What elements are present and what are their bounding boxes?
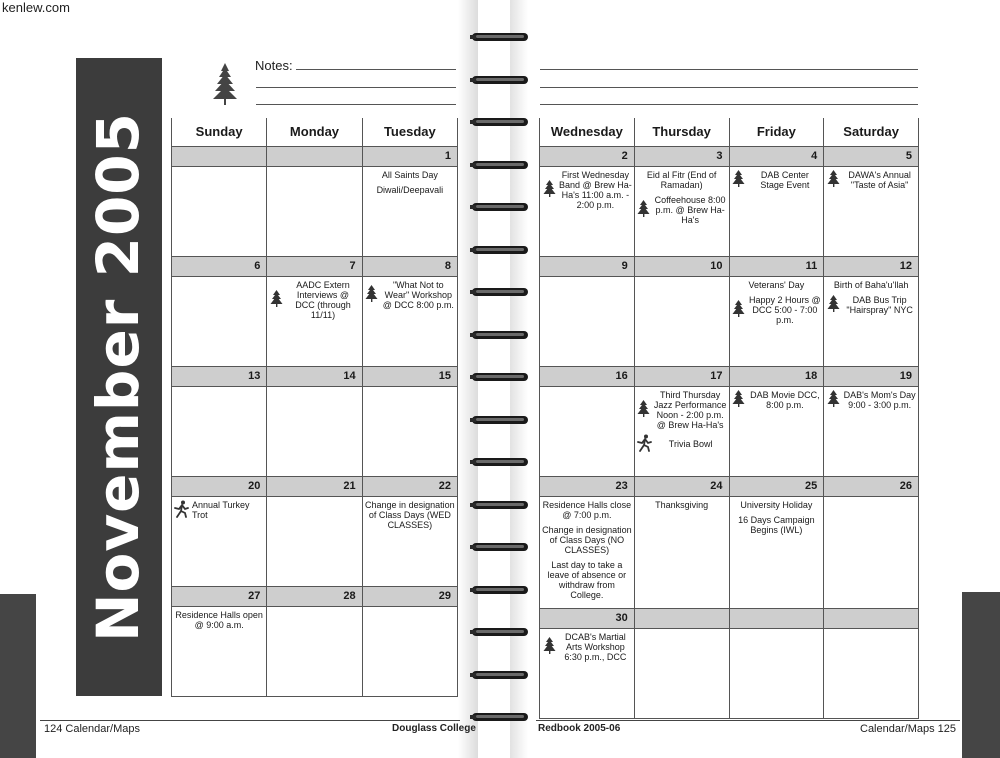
week-number-row — [172, 476, 458, 496]
binding-ring — [470, 328, 530, 342]
week-events-row — [172, 606, 458, 696]
event-text: 16 Days Campaign Begins (IWL) — [738, 514, 815, 535]
event-text: "What Not to Wear" Workshop @ DCC 8:00 p.m. — [382, 279, 454, 310]
day-cell — [540, 276, 635, 366]
binding-ring — [470, 710, 530, 724]
date-number: 27 — [172, 586, 267, 606]
date-number: 4 — [729, 146, 824, 166]
day-cell — [172, 166, 267, 256]
day-cell — [634, 496, 729, 608]
date-number: 3 — [634, 146, 729, 166]
event-text: DAB Movie DCC, 8:00 p.m. — [750, 389, 820, 410]
event-text: Veterans' Day — [748, 279, 805, 290]
binding-ring — [470, 370, 530, 384]
week-number-row — [540, 256, 919, 276]
notes-line — [540, 104, 918, 105]
week-events-row — [540, 166, 919, 256]
event-text: Change in designation of Class Days (NO CLASSES) — [542, 524, 632, 555]
day-cell — [362, 276, 457, 366]
day-cell — [540, 166, 635, 256]
pine-tree-icon — [365, 285, 379, 304]
event-text: All Saints Day — [381, 169, 438, 180]
event-text: DAB Center Stage Event — [760, 169, 810, 190]
binding-ring — [470, 200, 530, 214]
day-cell — [540, 496, 635, 608]
event-text: Eid al Fitr (End of Ramadan) — [646, 169, 717, 190]
binding-ring — [470, 158, 530, 172]
event — [365, 280, 455, 310]
day-cell — [267, 386, 362, 476]
footer-rule-right — [536, 720, 960, 721]
day-cell — [540, 386, 635, 476]
day-cell — [634, 166, 729, 256]
day-header: Thursday — [634, 118, 729, 146]
date-number: 20 — [172, 476, 267, 496]
edge-tab-right — [962, 592, 1000, 758]
pine-tree-icon — [210, 62, 240, 106]
day-cell — [824, 166, 919, 256]
day-cell — [172, 386, 267, 476]
event — [637, 195, 727, 225]
event — [637, 434, 727, 454]
date-number: 22 — [362, 476, 457, 496]
pine-tree-icon — [269, 290, 283, 309]
event-text: University Holiday — [740, 499, 813, 510]
footer-rule-left — [40, 720, 460, 721]
binding-ring — [470, 73, 530, 87]
day-cell — [172, 276, 267, 366]
week-events-row — [172, 166, 458, 256]
week-events-row — [172, 496, 458, 586]
date-number: 8 — [362, 256, 457, 276]
date-number: 7 — [267, 256, 362, 276]
date-number: 10 — [634, 256, 729, 276]
pine-tree-icon — [732, 300, 746, 319]
event-text: DAB Bus Trip "Hairspray" NYC — [846, 294, 913, 315]
date-number: 5 — [824, 146, 919, 166]
pine-tree-icon — [542, 180, 556, 199]
event-text: AADC Extern Interviews @ DCC (through 11/11) — [295, 279, 351, 320]
pine-tree-icon — [732, 170, 746, 189]
date-number: 12 — [824, 256, 919, 276]
date-number: 14 — [267, 366, 362, 386]
day-cell — [729, 276, 824, 366]
week-number-row — [172, 586, 458, 606]
binding-ring — [470, 583, 530, 597]
week-events-row — [172, 276, 458, 366]
event-text: Thanksgiving — [655, 499, 709, 510]
date-number — [824, 608, 919, 628]
event-text: Diwali/Deepavali — [376, 184, 444, 195]
notes-label: Notes: — [255, 58, 293, 73]
event-text: DAB's Mom's Day 9:00 - 3:00 p.m. — [843, 389, 916, 410]
day-header: Sunday — [172, 118, 267, 146]
event-text: Trivia Bowl — [668, 438, 713, 449]
event-text: First Wednesday Band @ Brew Ha-Ha's 11:00 a.m. - 2:00 p.m. — [559, 169, 632, 210]
event-text: Third Thursday Jazz Performance Noon - 2:00 p.m. @ Brew Ha-Ha's — [653, 389, 727, 430]
day-cell — [824, 628, 919, 718]
date-number: 2 — [540, 146, 635, 166]
week-events-row — [172, 386, 458, 476]
date-number: 19 — [824, 366, 919, 386]
binding-ring — [470, 413, 530, 427]
pine-tree-icon — [732, 390, 746, 409]
pine-tree-icon — [826, 295, 840, 314]
week-number-row — [540, 476, 919, 496]
footer-book: Redbook 2005-06 — [538, 723, 621, 734]
week-events-row — [540, 386, 919, 476]
day-cell — [362, 166, 457, 256]
day-cell — [824, 386, 919, 476]
week-events-row — [540, 276, 919, 366]
date-number: 21 — [267, 476, 362, 496]
pine-tree-icon — [826, 390, 840, 409]
binding-ring — [470, 625, 530, 639]
day-cell — [267, 166, 362, 256]
event — [269, 280, 359, 320]
runner-icon — [174, 500, 189, 520]
date-number: 16 — [540, 366, 635, 386]
day-cell — [267, 276, 362, 366]
date-number: 6 — [172, 256, 267, 276]
notes-line — [296, 69, 456, 70]
day-cell — [362, 386, 457, 476]
event-text: Residence Halls open @ 9:00 a.m. — [175, 609, 263, 630]
date-number — [634, 608, 729, 628]
footer-right-page: Calendar/Maps 125 — [860, 723, 957, 735]
date-number: 17 — [634, 366, 729, 386]
week-events-row — [540, 496, 919, 608]
week-number-row — [172, 366, 458, 386]
week-number-row — [540, 608, 919, 628]
date-number: 18 — [729, 366, 824, 386]
footer-college: Douglass College — [392, 723, 476, 734]
day-cell — [729, 628, 824, 718]
date-number: 25 — [729, 476, 824, 496]
binding-ring — [470, 285, 530, 299]
day-header: Tuesday — [362, 118, 457, 146]
event — [732, 295, 822, 325]
event — [174, 500, 264, 520]
date-number: 11 — [729, 256, 824, 276]
calendar-grid-right — [539, 118, 919, 719]
event — [826, 295, 916, 315]
event-text: Birth of Baha'u'llah — [833, 279, 909, 290]
calendar-grid-left — [171, 118, 458, 697]
date-number: 15 — [362, 366, 457, 386]
pine-tree-icon — [826, 170, 840, 189]
day-cell — [172, 606, 267, 696]
notes-line — [256, 87, 456, 88]
date-number: 28 — [267, 586, 362, 606]
day-header: Monday — [267, 118, 362, 146]
day-cell — [634, 276, 729, 366]
date-number: 23 — [540, 476, 635, 496]
day-cell — [824, 496, 919, 608]
date-number: 26 — [824, 476, 919, 496]
date-number: 24 — [634, 476, 729, 496]
week-number-row — [172, 256, 458, 276]
day-cell — [362, 606, 457, 696]
binding-ring — [470, 115, 530, 129]
day-cell — [634, 628, 729, 718]
event — [732, 390, 822, 410]
pine-tree-icon — [542, 637, 556, 656]
binding-ring — [470, 243, 530, 257]
week-number-row — [172, 146, 458, 166]
binding-ring — [470, 540, 530, 554]
day-cell — [540, 628, 635, 718]
event-text: DCAB's Martial Arts Workshop 6:30 p.m., DCC — [564, 631, 627, 662]
notes-line — [540, 69, 918, 70]
day-header: Friday — [729, 118, 824, 146]
month-title: November 2005 — [84, 111, 152, 643]
date-number — [172, 146, 267, 166]
date-number: 13 — [172, 366, 267, 386]
event — [826, 170, 916, 190]
binding-ring — [470, 668, 530, 682]
binding-ring — [470, 30, 530, 44]
event-text: Residence Halls close @ 7:00 p.m. — [542, 499, 632, 520]
date-number: 1 — [362, 146, 457, 166]
watermark: kenlew.com — [2, 0, 70, 15]
date-number: 9 — [540, 256, 635, 276]
event-text: Happy 2 Hours @ DCC 5:00 - 7:00 p.m. — [749, 294, 821, 325]
date-number: 30 — [540, 608, 635, 628]
day-cell — [824, 276, 919, 366]
pine-tree-icon — [637, 200, 651, 219]
footer-left-page: 124 Calendar/Maps — [44, 723, 141, 735]
day-cell — [172, 496, 267, 586]
day-cell — [729, 386, 824, 476]
date-number: 29 — [362, 586, 457, 606]
event-text: DAWA's Annual "Taste of Asia" — [848, 169, 911, 190]
binding-ring — [470, 455, 530, 469]
day-cell — [729, 166, 824, 256]
event-text: Annual Turkey Trot — [192, 499, 250, 520]
date-number — [729, 608, 824, 628]
day-cell — [362, 496, 457, 586]
day-cell — [729, 496, 824, 608]
event-text: Change in designation of Class Days (WED CLASSES) — [365, 499, 455, 530]
day-header: Saturday — [824, 118, 919, 146]
event — [732, 170, 822, 190]
week-number-row — [540, 366, 919, 386]
event — [542, 170, 632, 210]
day-header: Wednesday — [540, 118, 635, 146]
event — [542, 632, 632, 662]
day-cell — [267, 496, 362, 586]
pine-tree-icon — [637, 400, 651, 419]
event — [637, 390, 727, 430]
event-text: Last day to take a leave of absence or withdraw from College. — [547, 559, 627, 600]
week-events-row — [540, 628, 919, 718]
binding-ring — [470, 498, 530, 512]
runner-icon — [637, 434, 652, 454]
edge-tab-left — [0, 594, 36, 758]
day-cell — [634, 386, 729, 476]
event — [826, 390, 916, 410]
date-number — [267, 146, 362, 166]
week-number-row — [540, 146, 919, 166]
event-text: Coffeehouse 8:00 p.m. @ Brew Ha-Ha's — [654, 194, 726, 225]
notes-line — [540, 87, 918, 88]
day-cell — [267, 606, 362, 696]
notes-line — [256, 104, 456, 105]
